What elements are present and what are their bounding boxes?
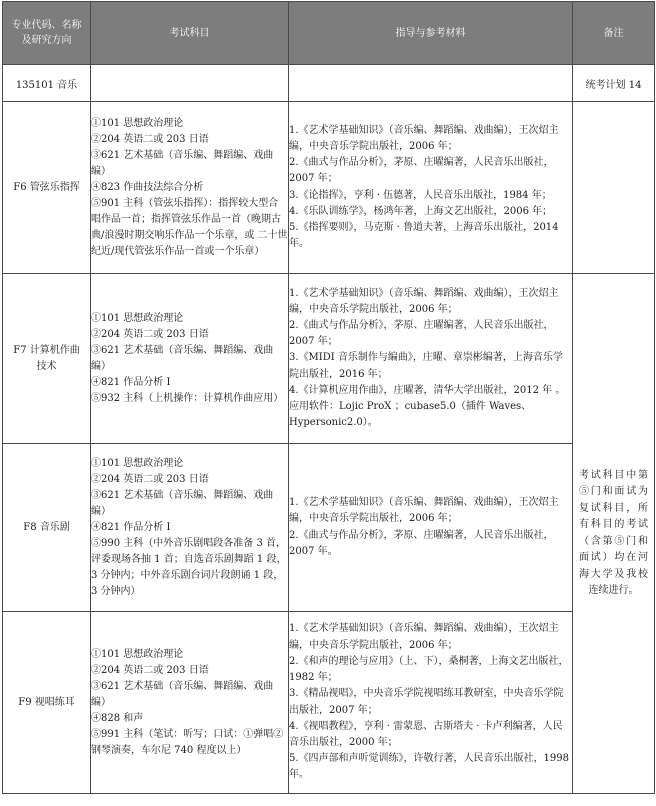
subject-item: ⑤991 主科（笔试：听写；口试：①弹唱②钢琴演奏，车尔尼 740 程度以上）	[91, 728, 284, 756]
subjects-cell	[91, 274, 289, 444]
subject-item: ②204 英语二或 203 日语	[91, 473, 209, 485]
header-refs: 指导与参考材料	[289, 2, 573, 65]
merged-note: 考试科目中第⑤门和面试为复试科目，所有科目的考试（含第⑤门和面试）均在河海大学及我校连续进行。	[573, 274, 655, 794]
major-name: F9 视唱练耳	[3, 612, 91, 794]
note-empty	[573, 102, 655, 274]
category-refs-empty	[289, 65, 573, 102]
ref-item: 3.《精品视唱》，中央音乐学院视唱练耳教研室，中央音乐学院出版社，2007 年；	[289, 688, 564, 716]
subject-item: ③621 艺术基础（音乐编、舞蹈编、戏曲编）	[91, 489, 274, 517]
table-header-row	[3, 2, 655, 65]
table-row	[3, 612, 655, 794]
ref-item: 3.《MIDI 音乐制作与编曲》，庄曜、章崇彬编著，上海音乐学院出版社，2016 年；	[289, 352, 563, 380]
admissions-table	[2, 1, 655, 794]
subject-item: ④828 和声	[91, 712, 144, 724]
major-name: F8 音乐剧	[3, 444, 91, 612]
subject-item: ④823 作曲技法综合分析	[91, 181, 204, 193]
ref-item: 1.《艺术学基础知识》（音乐编、舞蹈编、戏曲编），王次炤主编，中央音乐学院出版社，2006 年；	[289, 623, 559, 651]
major-name: F6 管弦乐指挥	[3, 102, 91, 274]
ref-item: 3.《论指挥》，亨利 · 伍德著，人民音乐出版社，1984 年；	[289, 189, 552, 201]
header-subjects: 考试科目	[91, 2, 289, 65]
category-note: 统考计划 14	[573, 65, 655, 102]
ref-item: 4.《视唱教程》，亨利 · 雷蒙恩、古斯塔夫 · 卡卢利编著，人民音乐出版社，2000 年；	[289, 720, 563, 748]
table-row	[3, 102, 655, 274]
refs-cell	[289, 274, 573, 444]
subject-item: ③621 艺术基础（音乐编、舞蹈编、戏曲编）	[91, 344, 274, 372]
subject-item: ①101 思想政治理论	[91, 648, 184, 660]
ref-item: 1.《艺术学基础知识》（音乐编、舞蹈编、戏曲编），王次炤主编，中央音乐学院出版社，2006 年；	[289, 124, 559, 152]
subjects-cell	[91, 102, 289, 274]
subject-item: ④821 作品分析 Ⅰ	[91, 376, 171, 388]
ref-item: 1.《艺术学基础知识》（音乐编、舞蹈编、戏曲编），王次炤主编，中央音乐学院出版社，2006 年；	[289, 287, 559, 315]
subject-item: ③621 艺术基础（音乐编、舞蹈编、戏曲编）	[91, 680, 274, 708]
subject-item: ②204 英语二或 203 日语	[91, 133, 209, 145]
table-row	[3, 444, 655, 612]
subjects-cell	[91, 444, 289, 612]
refs-cell	[289, 102, 573, 274]
ref-item: 4.《计算机应用作曲》，庄曜著，清华大学出版社，2012 年 。	[289, 384, 566, 396]
subject-item: ②204 英语二或 203 日语	[91, 664, 209, 676]
ref-item: 5.《指挥要则》，马克斯 · 鲁道夫著，上海音乐出版社，2014 年。	[289, 221, 559, 250]
subject-item: ③621 艺术基础（音乐编、舞蹈编、戏曲编）	[91, 149, 274, 177]
table-row	[3, 274, 655, 444]
subject-item: ⑤901 主科（管弦乐指挥）：指挥较大型合唱作品一首；指挥管弦乐作品一首（晚期古典/浪漫时期交响乐作品一个乐章，或 二十世纪近/现代管弦乐作品一首或一个乐章）	[91, 197, 288, 257]
ref-item: 5.《四声部和声听觉训练》，许敬行著，人民音乐出版社，1998 年。	[289, 753, 569, 781]
refs-cell	[289, 444, 573, 612]
subject-item: ④821 作品分析 Ⅰ	[91, 521, 171, 533]
subject-item: ⑤932 主科（上机操作：计算机作曲应用）	[91, 392, 284, 404]
subjects-cell	[91, 612, 289, 794]
category-code-name: 135101 音乐	[3, 65, 91, 102]
category-row	[3, 65, 655, 102]
ref-item: 4.《乐队训练学》，杨鸿年著，上海文艺出版社，2006 年；	[289, 205, 553, 217]
ref-item: 应用软件：Lojic ProX ；cubase5.0（插件 Waves、Hypersonic2.0）。	[289, 401, 532, 429]
subject-item: ②204 英语二或 203 日语	[91, 328, 209, 340]
ref-item: 1.《艺术学基础知识》（音乐编、舞蹈编、戏曲编），王次炤主编，中央音乐学院出版社，2006 年；	[289, 497, 559, 525]
major-name: F7 计算机作曲技术	[3, 274, 91, 444]
ref-item: 2.《曲式与作品分析》，茅原、庄曜编著，人民音乐出版社，2007 年；	[289, 157, 554, 185]
subject-item: ⑤990 主科（中外音乐剧唱段各准备 3 首，评委现场各抽 1 首；自选音乐剧舞蹈 1 段，3 分钟内；中外音乐剧台词片段朗诵 1 段，3 分钟内）	[91, 537, 287, 597]
subject-item: ①101 思想政治理论	[91, 117, 184, 129]
subject-item: ①101 思想政治理论	[91, 457, 184, 469]
ref-item: 2.《和声的理论与应用》（上、下），桑桐著，上海文艺出版社，1982 年；	[289, 655, 569, 684]
header-notes: 备注	[573, 2, 655, 65]
subject-item: ①101 思想政治理论	[91, 312, 184, 324]
header-major: 专业代码、名称及研究方向	[3, 2, 91, 65]
refs-cell	[289, 612, 573, 794]
ref-item: 2.《曲式与作品分析》，茅原、庄曜编著，人民音乐出版社，2007 年；	[289, 319, 554, 348]
category-subjects-empty	[91, 65, 289, 102]
ref-item: 2.《曲式与作品分析》，茅原、庄曜编著，人民音乐出版社，2007 年。	[289, 529, 554, 557]
